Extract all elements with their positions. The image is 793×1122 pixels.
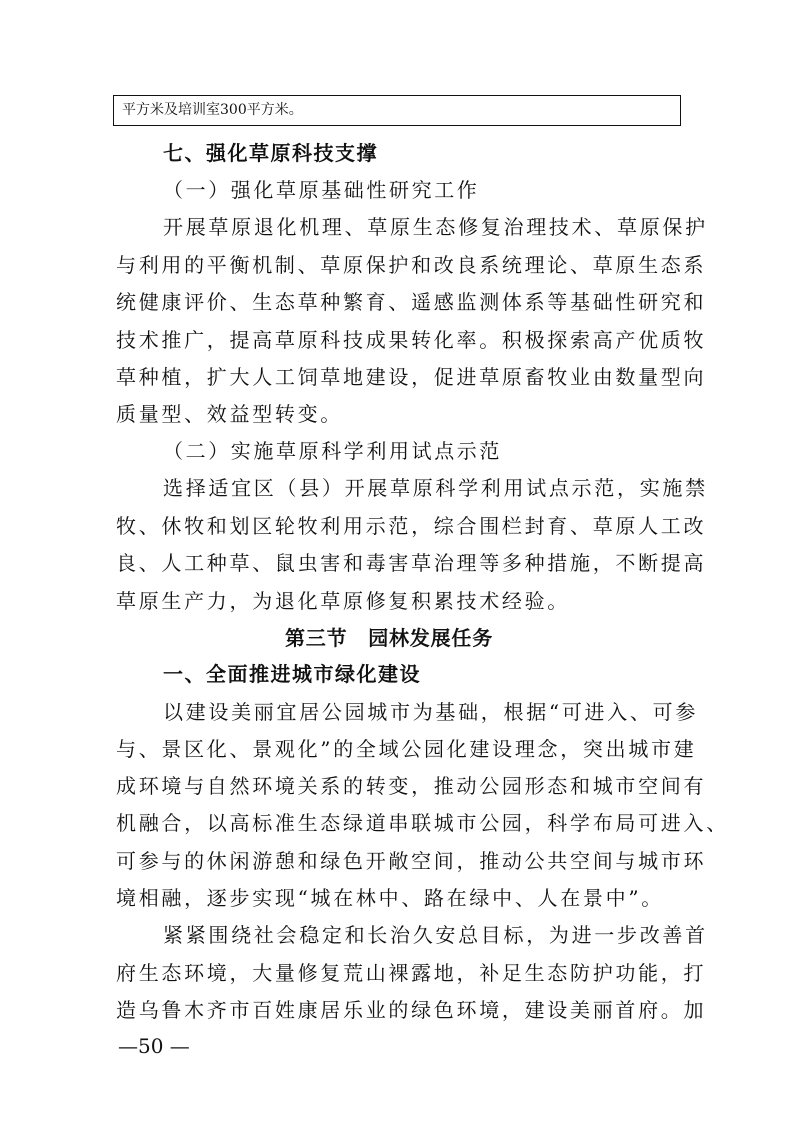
boxed-note-text: 平方米及培训室300平方米。 — [122, 102, 303, 118]
paragraph-line: 技术推广，提高草原科技成果转化率。积极探索高产优质牧 — [116, 328, 707, 352]
paragraph-line: 造乌鲁木齐市百姓康居乐业的绿色环境，建设美丽首府。加 — [116, 998, 707, 1022]
section-7-heading: 七、强化草原科技支撑 — [163, 141, 378, 165]
paragraph-line: 草种植，扩大人工饲草地建设，促进草原畜牧业由数量型向 — [116, 365, 707, 389]
paragraph-line: 良、人工种草、鼠虫害和毒害草治理等多种措施，不断提高 — [116, 551, 707, 575]
paragraph-line: 以建设美丽宜居公园城市为基础，根据“可进入、可参 — [163, 700, 699, 724]
paragraph-line: 质量型、效益型转变。 — [116, 402, 343, 426]
paragraph-line: 紧紧围绕社会稳定和长治久安总目标，为进一步改善首 — [163, 923, 708, 947]
item-1-heading: 一、全面推进城市绿化建设 — [163, 662, 421, 686]
boxed-note-frame — [113, 95, 681, 126]
paragraph-line: 牧、休牧和划区轮牧利用示范，综合围栏封育、草原人工改 — [116, 514, 707, 538]
paragraph-line: 统健康评价、生态草种繁育、遥感监测体系等基础性研究和 — [116, 290, 707, 314]
section-3-heading: 第三节 园林发展任务 — [285, 626, 493, 650]
page-number: —50 — — [118, 1034, 190, 1058]
subsection-1-heading: （一）强化草原基础性研究工作 — [163, 178, 480, 202]
paragraph-line: 与、景区化、景观化”的全域公园化建设理念，突出城市建 — [116, 737, 697, 761]
paragraph-line: 草原生产力，为退化草原修复积累技术经验。 — [116, 589, 570, 613]
paragraph-line: 开展草原退化机理、草原生态修复治理技术、草原保护 — [163, 215, 708, 239]
paragraph-line: 府生态环境，大量修复荒山裸露地，补足生态防护功能，打 — [116, 961, 707, 985]
subsection-2-heading: （二）实施草原科学利用试点示范 — [163, 439, 502, 463]
paragraph-line: 境相融，逐步实现“城在林中、路在绿中、人在景中”。 — [116, 886, 664, 910]
paragraph-line: 机融合，以高标准生态绿道串联城市公园，科学布局可进入、 — [116, 811, 729, 835]
paragraph-line: 与利用的平衡机制、草原保护和改良系统理论、草原生态系 — [116, 253, 707, 277]
paragraph-line: 成环境与自然环境关系的转变，推动公园形态和城市空间有 — [116, 774, 707, 798]
paragraph-line: 可参与的休闲游憩和绿色开敞空间，推动公共空间与城市环 — [116, 849, 707, 873]
paragraph-line: 选择适宜区（县）开展草原科学利用试点示范，实施禁 — [163, 476, 708, 500]
